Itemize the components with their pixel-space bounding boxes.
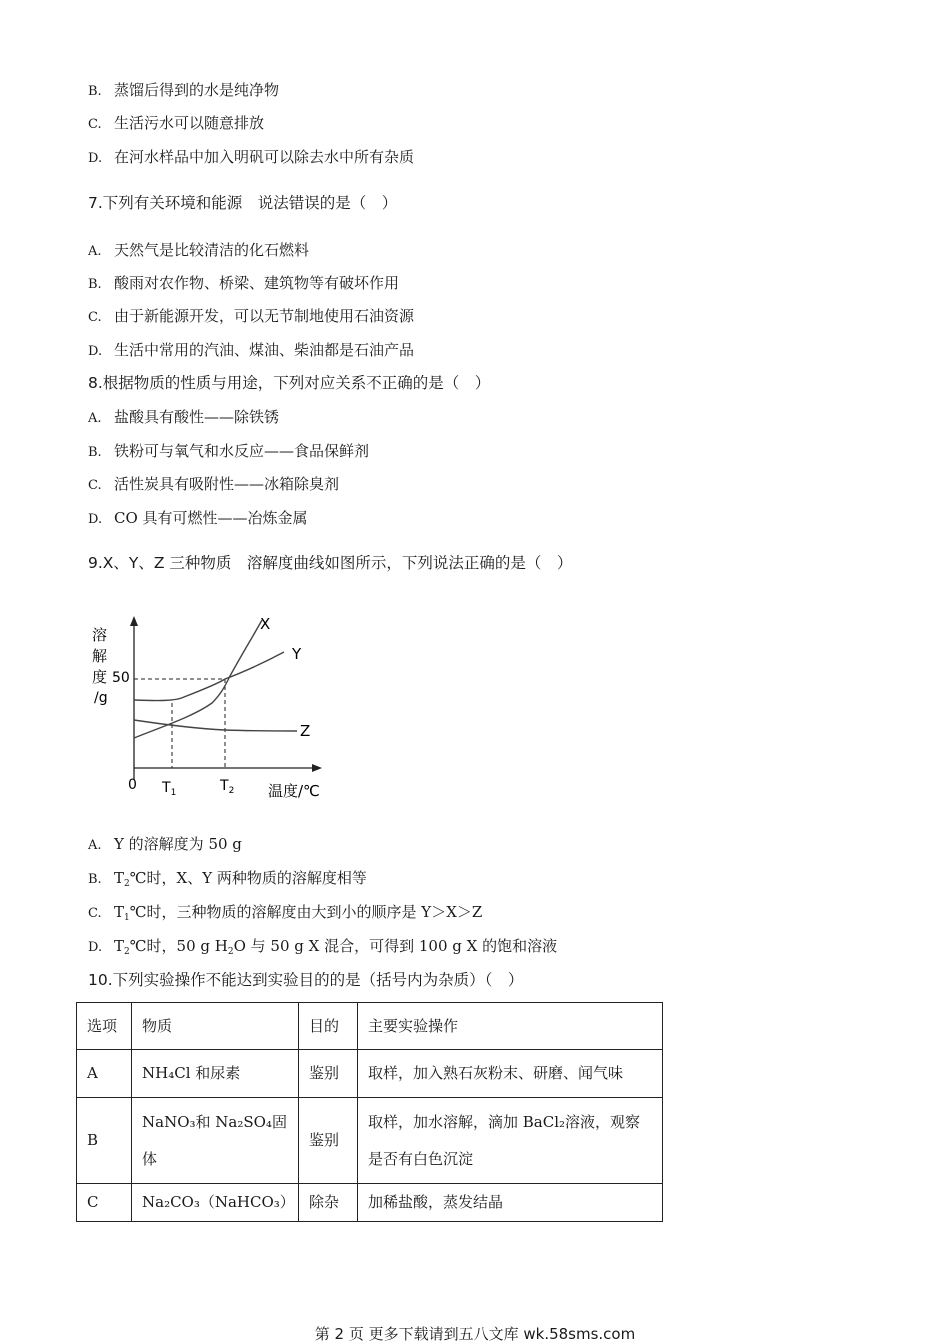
q6-option-d: D. 在河水样品中加入明矾可以除去水中所有杂质 — [88, 148, 415, 166]
page-footer: 第 2 页 更多下载请到五八文库 wk.58sms.com — [314, 1325, 636, 1343]
cell-goal: 鉴别 — [299, 1098, 358, 1184]
cell-substance: NH₄Cl 和尿素 — [132, 1050, 299, 1098]
header-option: 选项 — [77, 1003, 132, 1050]
q7-stem: 7.下列有关环境和能源 说法错误的是（ ） — [88, 194, 398, 212]
ylabel-char-4: /g — [94, 690, 108, 706]
label-y: Y — [292, 645, 302, 663]
table-row — [77, 1098, 663, 1184]
header-substance: 物质 — [132, 1003, 299, 1050]
q9-option-d: D. $T_2℃$时，50 g $H_2O$ 与 50 g X 混合，可得到 100 g X 的饱和溶液 — [88, 937, 558, 957]
y-tick-50: 50 — [112, 670, 130, 686]
x-axis-arrow-icon — [312, 764, 322, 772]
x-tick-t1: $T_1$ — [162, 780, 177, 798]
cell-operation: 取样，加入熟石灰粉末、研磨、闻气味 — [358, 1050, 663, 1098]
x-axis-label: 温度/℃ — [268, 782, 320, 800]
ylabel-char-3: 度 — [92, 668, 108, 686]
cell-operation: 加稀盐酸，蒸发结晶 — [358, 1184, 663, 1222]
x-tick-t2: $T_2$ — [220, 778, 235, 796]
q8-option-c: C. 活性炭具有吸附性——冰箱除臭剂 — [88, 475, 340, 493]
cell-operation: 取样，加水溶解，滴加 BaCl₂溶液，观察是否有白色沉淀 — [358, 1098, 663, 1184]
q6-option-c: C. 生活污水可以随意排放 — [88, 114, 265, 132]
q9-option-c: C. $T_1℃$时，三种物质的溶解度由大到小的顺序是 Y＞X＞Z — [88, 903, 483, 923]
q9-stem: 9.X、Y、Z 三种物质 溶解度曲线如图所示，下列说法正确的是（ ） — [88, 554, 573, 572]
table-header-row — [77, 1003, 663, 1050]
header-goal: 目的 — [299, 1003, 358, 1050]
q8-stem: 8.根据物质的性质与用途，下列对应关系不正确的是（ ） — [88, 374, 491, 392]
origin-label: 0 — [128, 777, 137, 793]
label-z: Z — [300, 722, 311, 740]
table-row — [77, 1050, 663, 1098]
q7-option-a: A. 天然气是比较清洁的化石燃料 — [88, 241, 310, 259]
solubility-chart — [84, 608, 334, 808]
cell-substance: NaNO₃和 Na₂SO₄固体 — [132, 1098, 299, 1184]
q8-option-d: D. CO 具有可燃性——冶炼金属 — [88, 509, 308, 527]
q7-option-d: D. 生活中常用的汽油、煤油、柴油都是石油产品 — [88, 341, 415, 359]
table-row — [77, 1184, 663, 1222]
ylabel-char-1: 溶 — [92, 626, 108, 644]
cell-option: A — [77, 1050, 132, 1098]
q7-option-b: B. 酸雨对农作物、桥梁、建筑物等有破坏作用 — [88, 274, 400, 292]
q9-option-a: A. Y 的溶解度为 50 g — [88, 835, 242, 853]
header-operation: 主要实验操作 — [358, 1003, 663, 1050]
label-x: X — [260, 615, 271, 633]
q6-option-b: B. 蒸馏后得到的水是纯净物 — [88, 81, 280, 99]
q10-stem: 10.下列实验操作不能达到实验目的的是（括号内为杂质）（ ） — [88, 971, 524, 989]
curve-y — [134, 652, 284, 701]
q8-option-a: A. 盐酸具有酸性——除铁锈 — [88, 408, 280, 426]
q7-option-c: C. 由于新能源开发，可以无节制地使用石油资源 — [88, 307, 415, 325]
cell-option: B — [77, 1098, 132, 1184]
cell-goal: 除杂 — [299, 1184, 358, 1222]
q10-table — [76, 1002, 663, 1222]
cell-option: C — [77, 1184, 132, 1222]
cell-substance: Na₂CO₃（NaHCO₃） — [132, 1184, 299, 1222]
y-axis-arrow-icon — [130, 616, 138, 626]
q9-option-b: B. $T_2℃$时，X、Y 两种物质的溶解度相等 — [88, 869, 367, 889]
cell-goal: 鉴别 — [299, 1050, 358, 1098]
curve-z — [134, 720, 297, 731]
q8-option-b: B. 铁粉可与氧气和水反应——食品保鲜剂 — [88, 442, 370, 460]
ylabel-char-2: 解 — [92, 647, 108, 665]
